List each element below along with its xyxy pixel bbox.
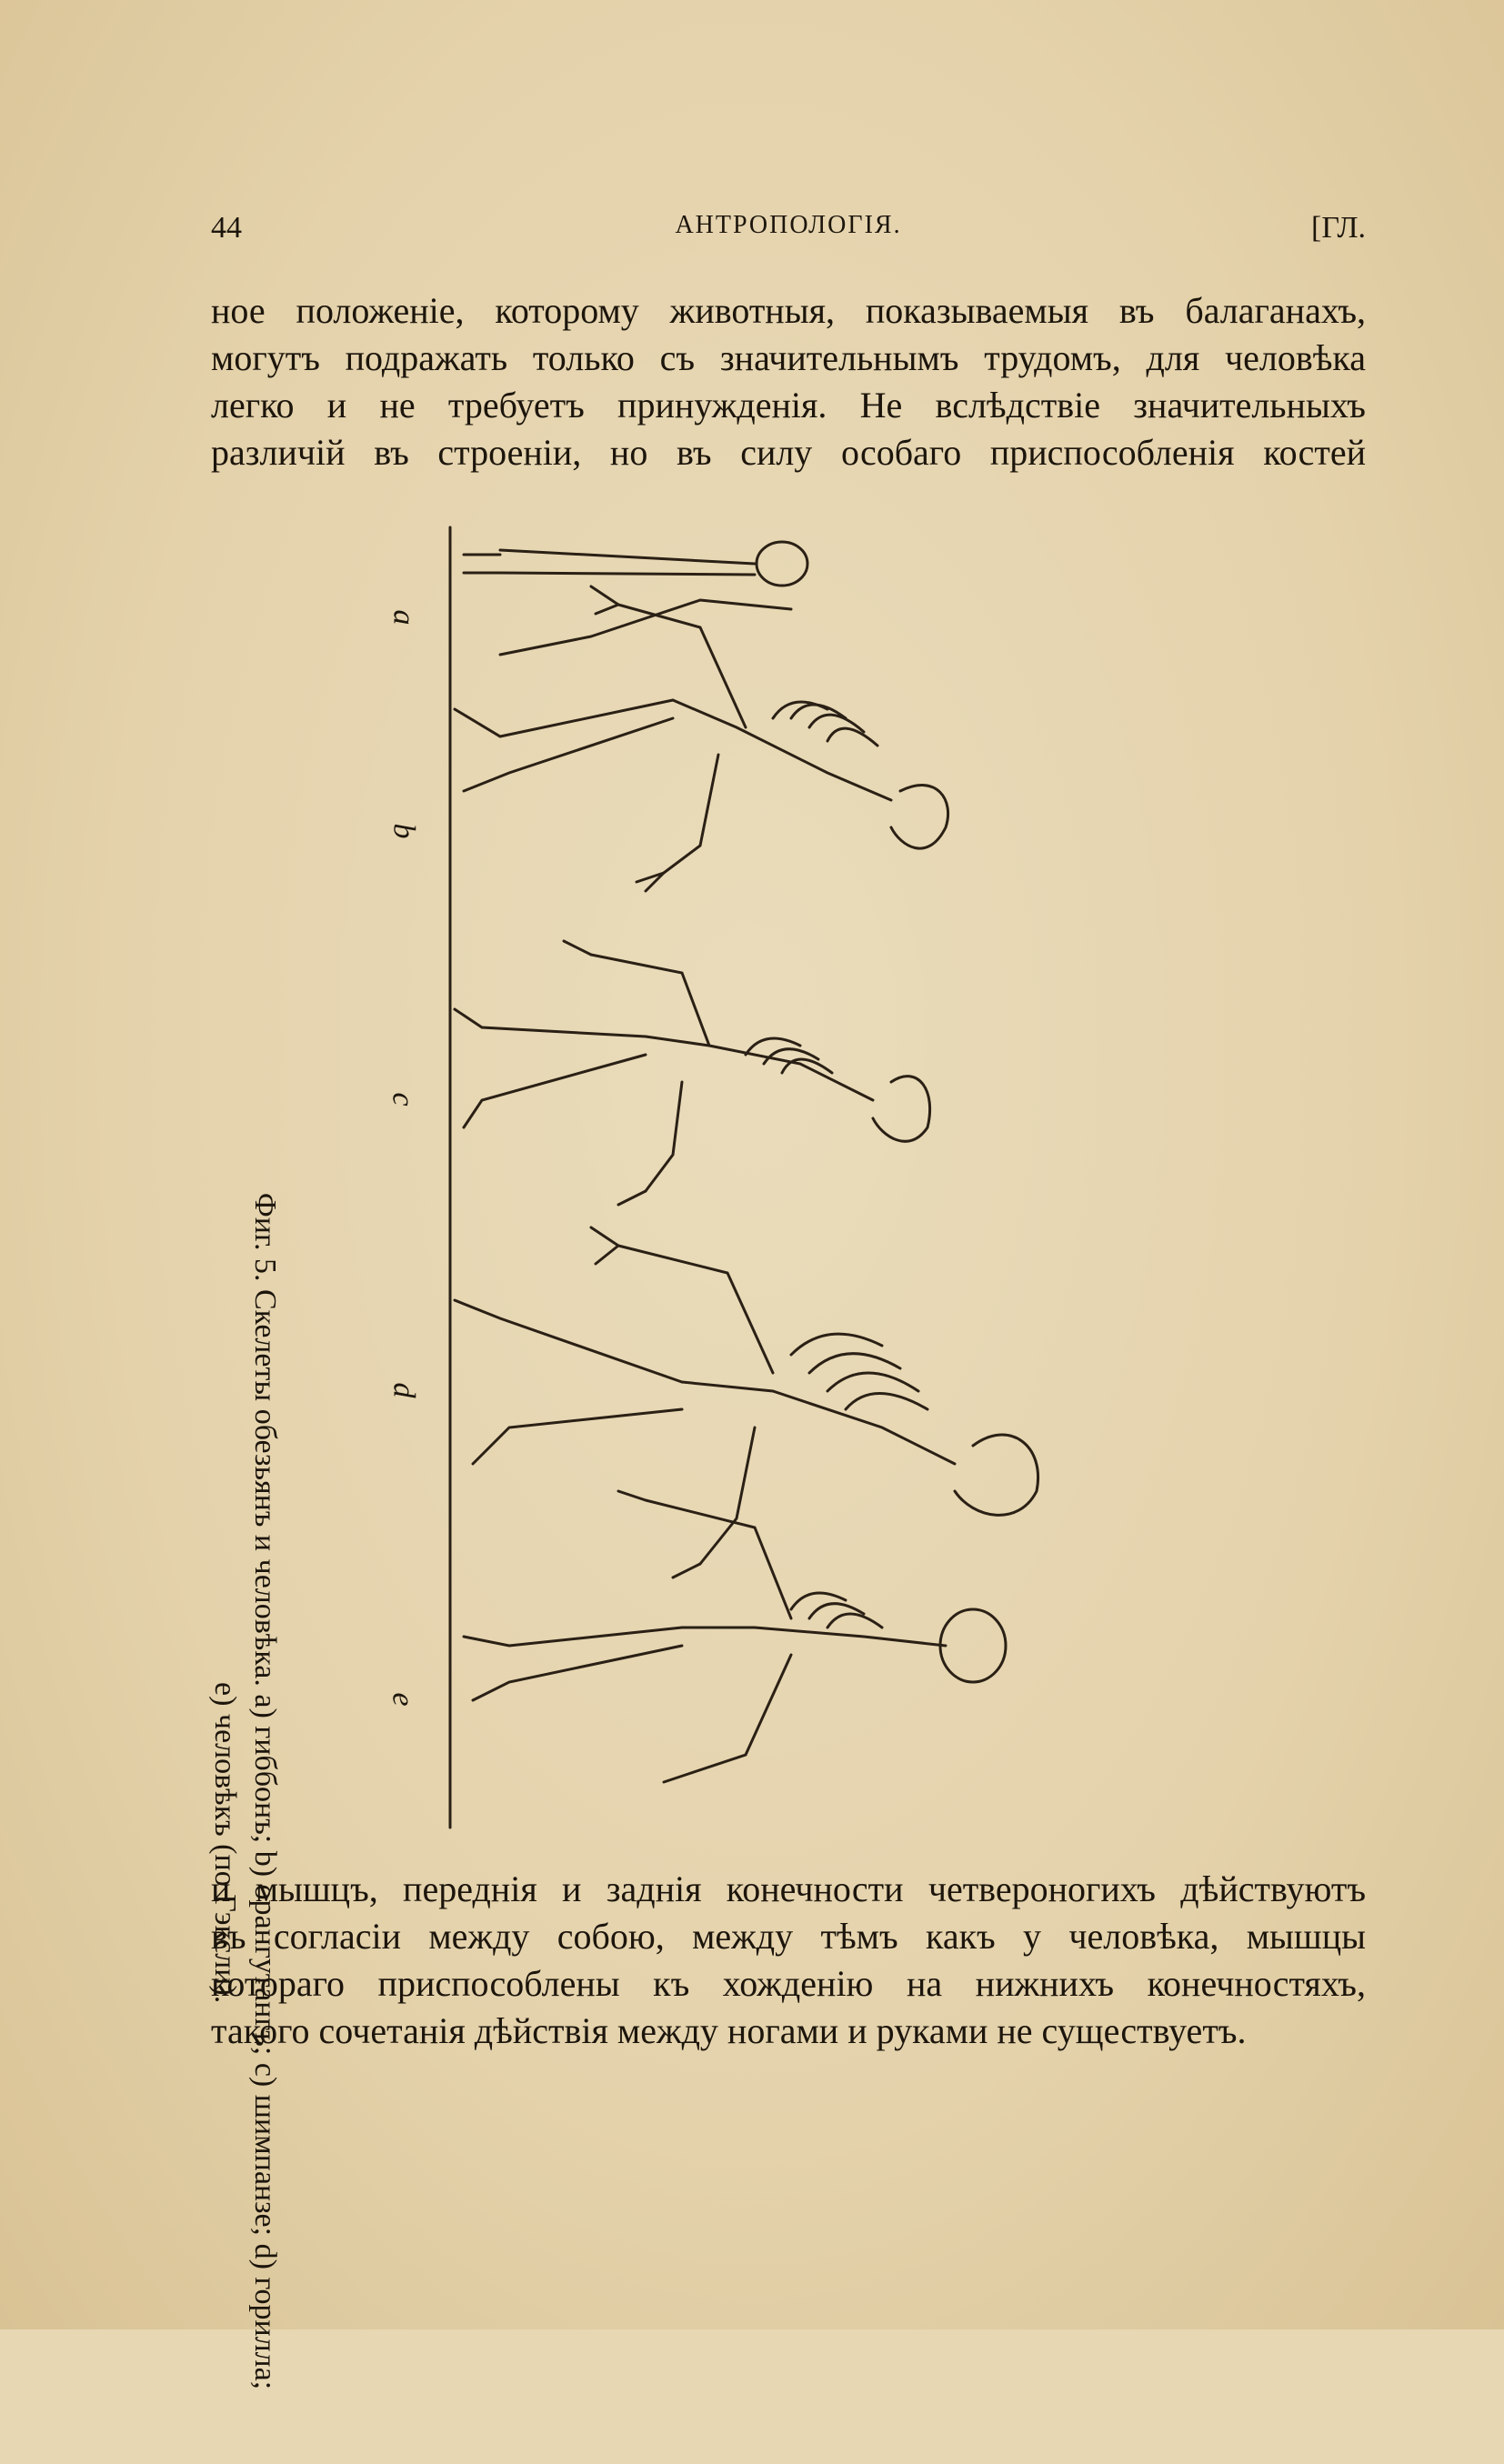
text-line: могутъ подражать только съ значительнымъ трудомъ, для человѣка [211,337,1366,378]
label-b: b [386,823,421,839]
bottom-paragraph [211,1866,1366,2055]
figure-caption [185,1118,285,2464]
top-paragraph [211,287,1366,476]
chapter-mark: [ГЛ. [1311,211,1366,245]
text-line: легко и не требуетъ принужденія. Не вслѣдствіе значительныхъ [211,385,1366,426]
running-header [211,211,1366,247]
text-line: ное положеніе, которому животныя, показываемыя въ балаганахъ, [211,290,1366,331]
label-e: e [386,1692,420,1707]
caption-line-1: Фиг. 5. Скелеты обезьянъ и человѣка. a) гиббонъ; b) орангутангъ; c) шимпанзе; d) горилла; [248,1192,282,2390]
skeleton-gibbon [464,542,807,655]
skeletons-illustration [318,500,1409,1846]
text-line: и мышцъ, переднія и заднія конечности четвероногихъ дѣйствуютъ [211,1868,1366,1909]
text-line: различій въ строеніи, но въ силу особаго приспособленія костей [211,432,1366,473]
skeleton-figure [318,500,1409,1846]
label-c: c [386,1092,420,1107]
label-d: d [386,1382,421,1398]
caption-line-2: e) человѣкъ (по Гэксли). [208,1682,242,2004]
text-line: въ согласіи между собою, между тѣмъ какъ у человѣка, мышцы [211,1916,1366,1957]
skeleton-chimpanzee [455,941,930,1205]
text-line: котораго приспособлены къ хожденію на нижнихъ конечностяхъ, [211,1963,1366,2004]
running-title: АНТРОПОЛОГІЯ. [675,211,902,239]
skeleton-human [464,1491,1006,1782]
text-line: такого сочетанія дѣйствія между ногами и руками не существуетъ. [211,2010,1247,2051]
label-a: a [386,609,421,626]
skeleton-orangutan [455,586,948,891]
page-number: 44 [211,211,242,245]
